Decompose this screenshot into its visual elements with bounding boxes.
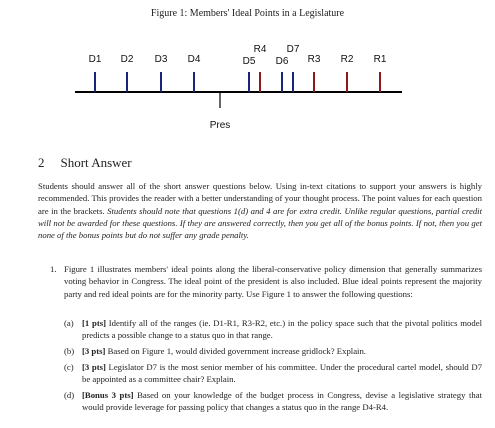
part-label: (a) xyxy=(64,318,74,328)
section-title: Short Answer xyxy=(60,155,132,170)
marker-label-r3: R3 xyxy=(307,54,321,65)
section-intro xyxy=(38,180,482,241)
member-markers xyxy=(89,44,387,92)
section-number: 2 xyxy=(38,155,45,170)
figure-caption: Figure 1: Members' Ideal Points in a Legislature xyxy=(150,8,345,19)
question-part-b xyxy=(64,345,482,357)
part-text: Based on your knowledge of the budget process in Congress, devise a legislative strategy that would provide leverage for passing policy that changes a status quo in the range D4-R4. xyxy=(82,390,483,413)
marker-label-d7: D7 xyxy=(286,44,300,55)
president-label: Pres xyxy=(209,120,231,131)
question-part-c xyxy=(64,361,482,386)
marker-label-d5: D5 xyxy=(242,56,256,67)
marker-label-d4: D4 xyxy=(187,54,201,65)
part-label: (b) xyxy=(64,346,75,356)
part-points: [3 pts] xyxy=(82,362,106,372)
marker-label-r4: R4 xyxy=(253,44,267,55)
marker-label-d3: D3 xyxy=(154,54,168,65)
part-points: [3 pts] xyxy=(82,346,106,356)
part-points: [1 pts] xyxy=(82,318,106,328)
part-text: Legislator D7 is the most senior member of his committee. Under the procedural cartel model, should D7 be appointed as a committee chair? Explain. xyxy=(82,362,483,385)
question-text: Figure 1 illustrates members' ideal points along the liberal-conservative policy dimension that generally summarizes voting behavior in Congress. The ideal point of the president is also included. Blue ideal points represent the majority party and red ideal points are for the minority party. Use Figure 1 to answer the following questions: xyxy=(64,264,482,299)
part-label: (c) xyxy=(64,362,74,372)
section-heading xyxy=(38,155,132,171)
marker-label-d1: D1 xyxy=(88,54,102,65)
question-part-d xyxy=(64,389,482,414)
marker-label-d6: D6 xyxy=(275,56,289,67)
question-part-a xyxy=(64,317,482,342)
question-1 xyxy=(50,263,482,300)
marker-label-d2: D2 xyxy=(120,54,134,65)
intro-extra-credit-note: Students should note that questions 1(d) and 4 are for extra credit. Unlike regular questions, partial credit will not be awarded for these questions. If they are answered correctly, then you get all of the bonus points. If not, then you get none of the bonus points but do not suffer any grade penalty. xyxy=(38,205,482,241)
ideal-points-figure xyxy=(0,0,495,140)
intro-text: Students should answer all of the short answer questions below. Using in-text citations to support your answers is highly recommended. This provides the reader with a better understanding of your thought process. The point values for each question are in the brackets. xyxy=(38,181,482,216)
part-text: Identify all of the ranges (ie. D1-R1, R3-R2, etc.) in the policy space such that the pivotal politics model predicts a possible change to a status quo in that range. xyxy=(82,318,482,341)
marker-label-r1: R1 xyxy=(373,54,387,65)
part-text: Based on Figure 1, would divided government increase gridlock? Explain. xyxy=(107,346,366,356)
question-number: 1. xyxy=(50,264,57,274)
marker-label-r2: R2 xyxy=(340,54,354,65)
part-points: [Bonus 3 pts] xyxy=(82,390,134,400)
part-label: (d) xyxy=(64,390,75,400)
